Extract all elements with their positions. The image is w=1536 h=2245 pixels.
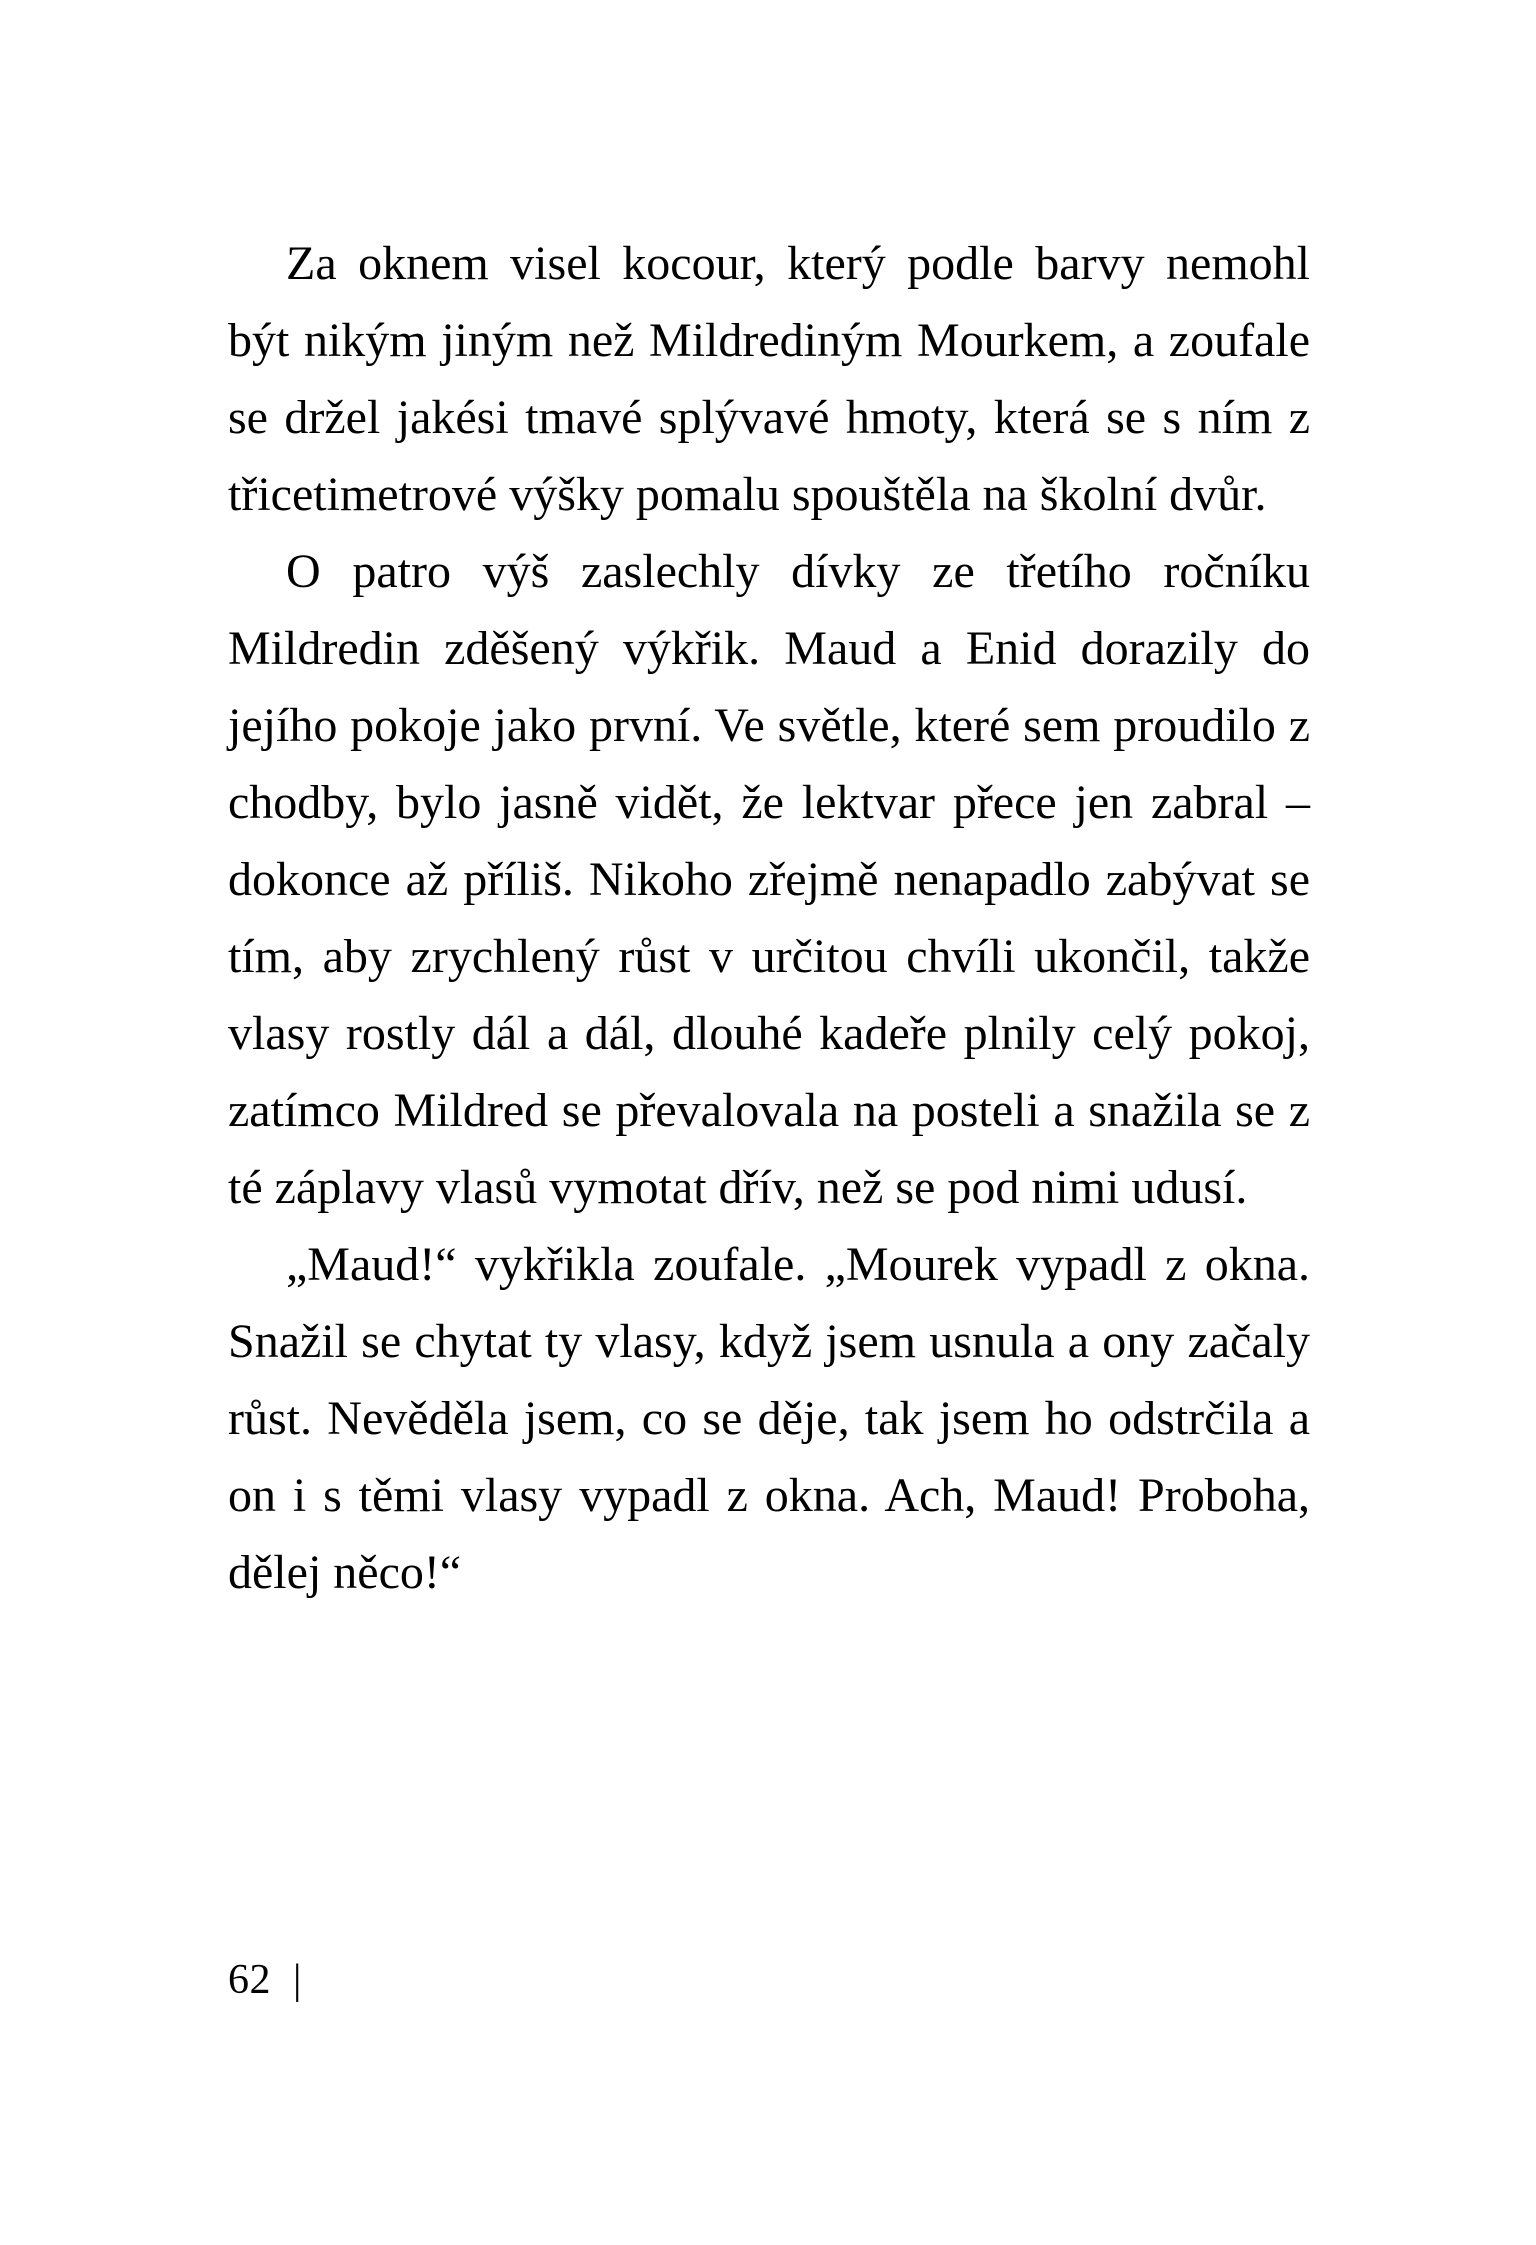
body-text xyxy=(228,225,1310,1611)
paragraph-2: O patro výš zaslechly dívky ze třetího ročníku Mildredin zděšený výkřik. Maud a Enid dorazily do jejího pokoje jako první. Ve světle, které sem proudilo z chodby, bylo jasně vidět, že lektvar přece jen zabral – dokonce až příliš. Nikoho zřejmě nenapadlo zabývat se tím, aby zrychlený růst v určitou chvíli ukončil, takže vlasy rostly dál a dál, dlouhé kadeře plnily celý pokoj, zatímco Mildred se převalovala na posteli a snažila se z té záplavy vlasů vymotat dřív, než se pod nimi udusí. xyxy=(228,545,1310,1214)
page-folio: 62 | xyxy=(228,1957,302,2003)
paragraph-1: Za oknem visel kocour, který podle barvy nemohl být nikým jiným než Mildrediným Mourkem, a zoufale se držel jakési tmavé splývavé hmoty, která se s ním z třicetimetrové výšky pomalu spouštěla na školní dvůr. xyxy=(228,237,1310,521)
paragraph-3: „Maud!“ vykřikla zoufale. „Mourek vypadl z okna. Snažil se chytat ty vlasy, když jsem usnula a ony začaly růst. Nevěděla jsem, co se děje, tak jsem ho odstrčila a on i s těmi vlasy vypadl z okna. Ach, Maud! Proboha, dělej něco!“ xyxy=(228,1238,1310,1599)
